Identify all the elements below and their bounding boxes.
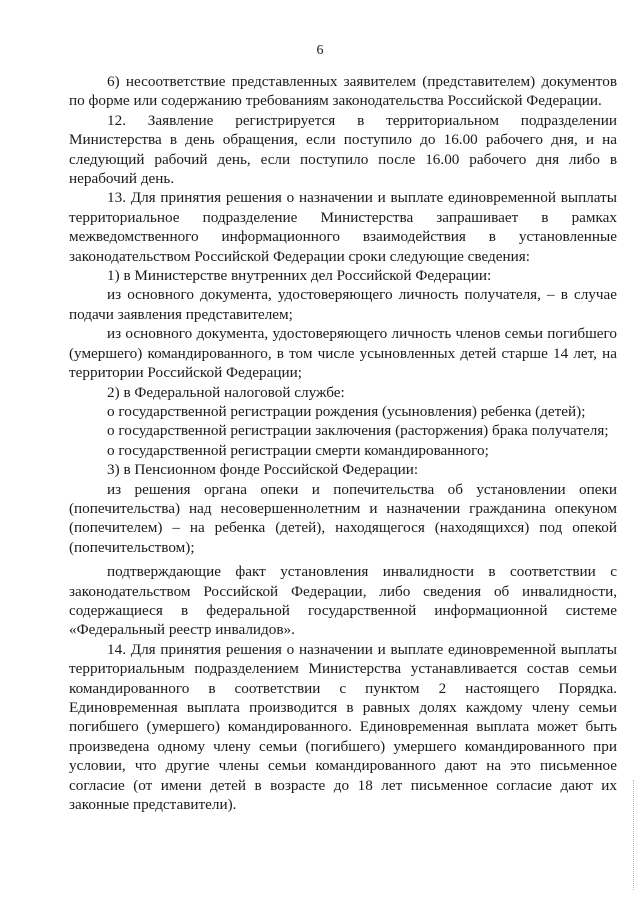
paragraph-13-item-2-b: о государственной регистрации заключения (расторжения) брака получателя; [107,422,609,440]
paragraph-item-6: 6) несоответствие представленных заявителем (представителем) документов по форме или содержанию требованиям законодательства Российской Федерации. [69,73,617,110]
paragraph-13-item-2-a: о государственной регистрации рождения (усыновления) ребенка (детей); [107,402,586,420]
paragraph-12: 12. Заявление регистрируется в территориальном подразделении Министерства в день обращения, если поступило до 16.00 рабочего дня, и на следующий рабочий день, если поступило после 16.00 рабочего дня либо в нерабочий день. [69,111,617,188]
paragraph-13-item-1: 1) в Министерстве внутренних дел Российской Федерации: [107,267,492,285]
paragraph-13: 13. Для принятия решения о назначении и выплате единовременной выплаты территориальное подразделение Министерства запрашивает в рамках межведомственного информационного взаимодействия в установленные законодательством Российской Федерации сроки следующие сведения: [69,189,617,265]
paragraph-14: 14. Для принятия решения о назначении и выплате единовременной выплаты территориальным подразделением Министерства устанавливается состав семьи командированного в соответствии с пунктом 2 настоящего Порядка. Единовременная выплата производится в равных долях каждому члену семьи погибшего (умершего) командированного. Единовременная выплата может быть произведена одному члену семьи (погибшего) умершего командированного при условии, что другие члены семьи командированного дают на это письменное согласие (от имени детей в возрасте до 18 лет письменное согласие дают их законные представители). [69,640,617,814]
paragraph-13-item-1-a: из основного документа, удостоверяющего личность получателя, – в случае подачи заявления представителем; [69,286,617,323]
paragraph-13-item-3-b: подтверждающие факт установления инвалидности в соответствии с законодательством Российской Федерации, либо сведения об инвалидности, содержащиеся в федеральной государственной информационной системе «Федеральный реестр инвалидов». [69,563,617,639]
paragraph-13-item-3: 3) в Пенсионном фонде Российской Федерации: [107,461,419,479]
paragraph-13-item-2-c: о государственной регистрации смерти командированного; [107,441,489,459]
page-number: 6 [316,43,324,58]
paragraph-13-item-2: 2) в Федеральной налоговой службе: [107,383,345,401]
scan-edge-mark [633,780,636,890]
document-body [69,72,617,814]
paragraph-13-item-3-a: из решения органа опеки и попечительства об установлении опеки (попечительства) над несовершеннолетним и назначении гражданина опекуном (попечителем) – на ребенка (детей), находящегося (находящихся) под опекой (попечительством); [69,480,617,556]
paragraph-13-item-1-b: из основного документа, удостоверяющего личность членов семьи погибшего (умершего) командированного, в том числе усыновленных детей старше 14 лет, на территории Российской Федерации; [69,325,617,382]
